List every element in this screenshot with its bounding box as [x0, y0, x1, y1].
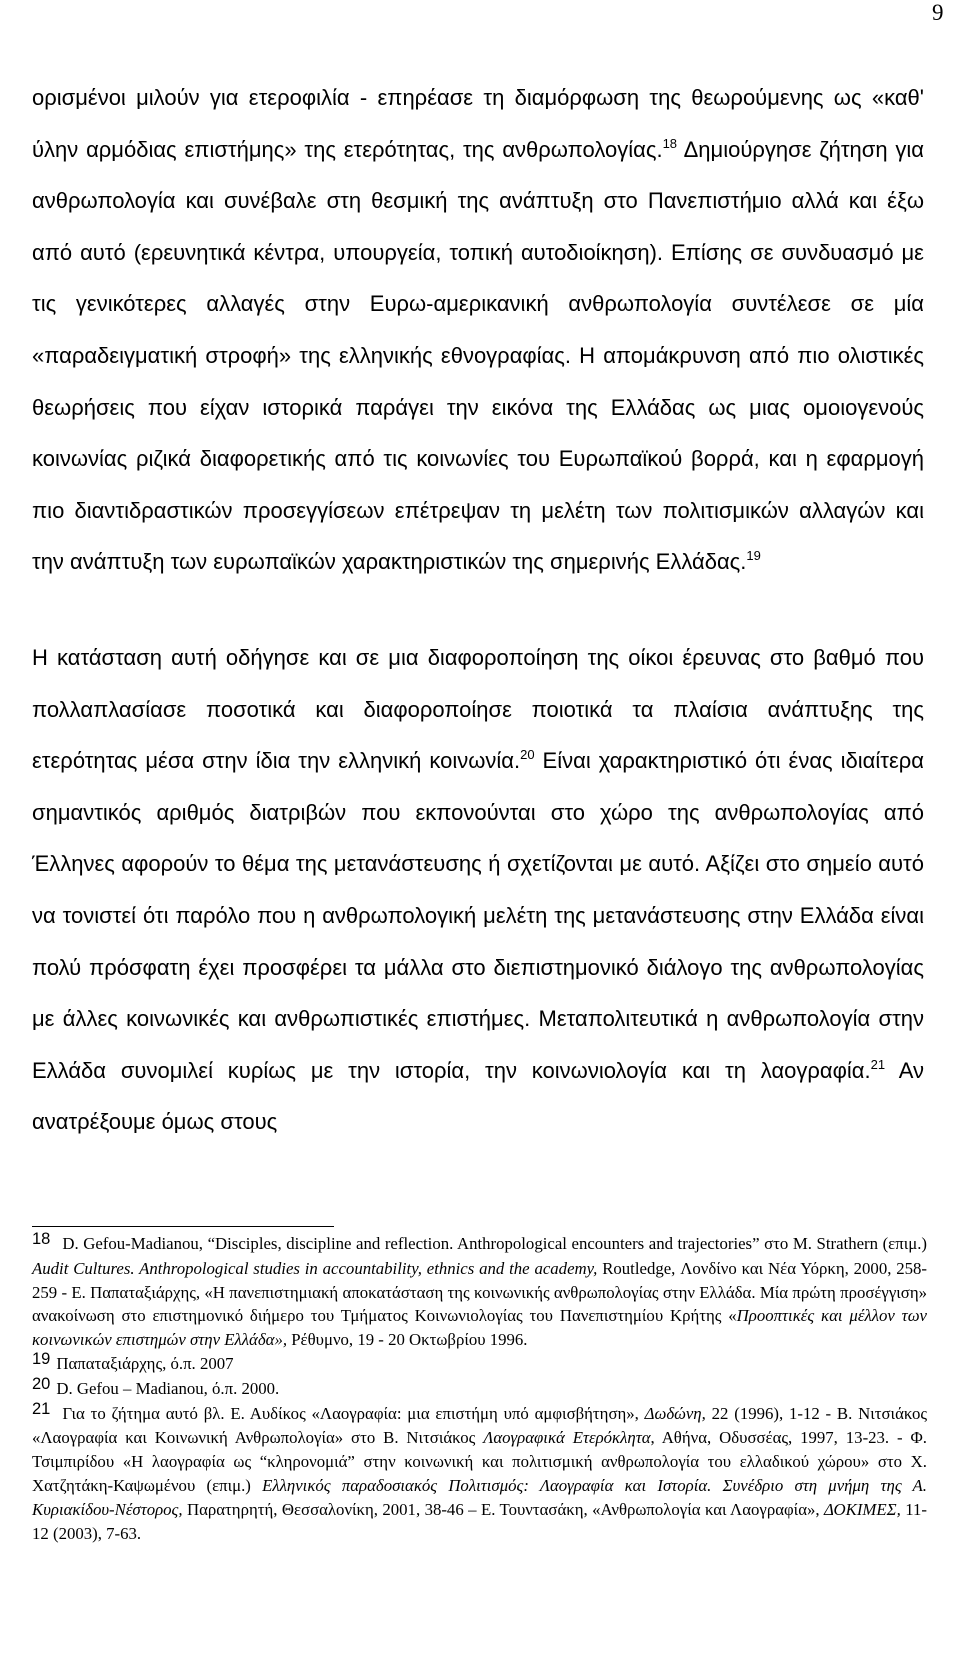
- footnote-text: Παρατηρητή, Θεσσαλονίκη, 2001, 38-46 – Ε. Τουντασάκη, «Ανθρωπολογία και Λαογραφία»,: [182, 1499, 824, 1519]
- footnote-text: D. Gefou – Madianou, ό.π. 2000.: [56, 1378, 280, 1398]
- footnote-number: 18: [32, 1230, 51, 1248]
- footnote-text: 11-12 (2003), 7-63.: [32, 1499, 927, 1543]
- footnote-text: Routledge, Λονδίνο και Νέα Υόρκη, 2000, 258-259 - Ε. Παπαταξιάρχης, «Η πανεπιστημιακή αποκατάσταση της κοινωνικής ανθρωπολογίας στην Ελλάδα. Μία πρώτη προσέγγιση» ανακοίνωση στο επιστημονικό διήμερο του Τμήματος Κοινωνιολογίας του Πανεπιστημίου Κρήτης «: [32, 1258, 928, 1326]
- paragraph-text: Είναι χαρακτηριστικό ότι ένας ιδιαίτερα σημαντικός αριθμός διατριβών που εκπονούνται στο χώρο της ανθρωπολογίας από Έλληνες αφορούν το θέμα της μετανάστευσης ή σχετίζονται με αυτό. Αξίζει στο σημείο αυτό να τονιστεί ότι παρόλο που η ανθρωπολογική μελέτη της μετανάστευσης στην Ελλάδα είναι πολύ πρόσφατη έχει προσφέρει τα μάλλα στο διεπιστημονικό διάλογο της ανθρωπολογίας με άλλες κοινωνικές και ανθρωπιστικές επιστήμες. Μεταπολιτευτικά η ανθρωπολογία στην Ελλάδα συνομιλεί κυρίως με την ιστορία, την κοινωνιολογία και τη λαογραφία.: [32, 748, 924, 1083]
- footnote-number: 20: [32, 1374, 51, 1393]
- footnote-ref-19[interactable]: 19: [746, 548, 761, 564]
- footnote-title: Audit Cultures. Anthropological studies in accountability, ethnics and the academy,: [32, 1258, 598, 1278]
- footnote-title: ΔΟΚΙΜΕΣ,: [824, 1499, 901, 1519]
- paragraph-text: ορισμένοι μιλούν για ετεροφιλία - επηρέασε τη διαμόρφωση της θεωρούμενης ως «καθ' ύλην αρμόδιας επιστήμης» της ετερότητας, της ανθρωπολογίας.: [32, 85, 924, 162]
- paragraph-text: Η κατάσταση αυτή οδήγησε και σε μια διαφοροποίηση της οίκοι έρευνας στο βαθμό που πολλαπλασίασε ποσοτικά και διαφοροποίησε ποιοτικά τα πλαίσια ανάπτυξης της ετερότητας μέσα στην ίδια την ελληνική κοινωνία.: [32, 645, 924, 774]
- body-paragraph-2: [32, 632, 924, 1148]
- footnote-20: [32, 1374, 927, 1402]
- footnote-text: Για το ζήτημα αυτό βλ. Ε. Αυδίκος «Λαογραφία: μια επιστήμη υπό αμφισβήτηση»,: [62, 1403, 645, 1423]
- footnote-number: 21: [32, 1399, 51, 1418]
- page-number: 9: [932, 0, 944, 25]
- paragraph-text: Αν ανατρέξουμε όμως στους: [32, 1057, 924, 1135]
- footnote-title: Προοπτικές και μέλλον των κοινωνικών επιστημών στην Ελλάδα»,: [32, 1306, 927, 1350]
- footnote-ref-21[interactable]: 21: [870, 1056, 886, 1072]
- body-paragraph-1: [32, 72, 924, 588]
- footnote-21: [32, 1399, 927, 1546]
- footnote-title: Ελληνικός παραδοσιακός Πολιτισμός: Λαογραφία και Ιστορία. Συνέδριο στη μνήμη της Α. Κυριακίδου-Νέστορος,: [32, 1475, 927, 1519]
- footnote-text: , Αθήνα, Οδυσσέας, 1997, 13-23. - Φ. Τσιμπιρίδου «Η λαογραφία ως “κληρονομιά” στην κοινωνική και πολιτισμική ανθρωπολογία του ελλαδικού χώρου» στο Χ. Χατζητάκη-Καψωμένου (επιμ.): [32, 1428, 927, 1495]
- footnote-ref-20[interactable]: 20: [520, 747, 535, 763]
- footnote-title: Λαογραφικά Ετερόκλητα: [483, 1428, 651, 1448]
- footnote-title: Δωδώνη,: [644, 1403, 706, 1423]
- footnote-text: 22 (1996), 1-12 - Β. Νιτσιάκος «Λαογραφία και Κοινωνική Ανθρωπολογία» στο Β. Νιτσιάκος: [32, 1403, 927, 1448]
- footnote-separator: [32, 1226, 334, 1227]
- footnote-text: Ρέθυμνο, 19 - 20 Οκτωβρίου 1996.: [287, 1330, 528, 1350]
- footnote-19: [32, 1349, 927, 1377]
- footnote-text: D. Gefou-Madianou, “Disciples, discipline and reflection. Anthropological encounters and trajectories” στο M. Strathern (επιμ.): [62, 1234, 927, 1253]
- footnotes: [32, 1232, 927, 1545]
- footnote-ref-18[interactable]: 18: [662, 135, 678, 151]
- footnote-18: [32, 1232, 927, 1352]
- footnote-text: Παπαταξιάρχης, ό.π. 2007: [56, 1353, 234, 1373]
- footnote-number: 19: [32, 1349, 51, 1368]
- paragraph-text: Δημιούργησε ζήτηση για ανθρωπολογία και συνέβαλε στη θεσμική της ανάπτυξη στο Πανεπιστήμιο αλλά και έξω από αυτό (ερευνητικά κέντρα, υπουργεία, τοπική αυτοδιοίκηση). Επίσης σε συνδυασμό με τις γενικότερες αλλαγές στην Ευρω-αμερικανική ανθρωπολογία συντέλεσε σε μία «παραδειγματική στροφή» της ελληνικής εθνογραφίας. Η απομάκρυνση από πιο ολιστικές θεωρήσεις που είχαν ιστορικά παράγει την εικόνα της Ελλάδας ως μιας ομοιογενούς κοινωνίας ριζικά διαφορετικής από τις κοινωνίες του Ευρωπαϊκού βορρά, και η εφαρμογή πιο διαντιδραστικών προσεγγίσεων επέτρεψαν τη μελέτη των πολιτισμικών αλλαγών και την ανάπτυξη των ευρωπαϊκών χαρακτηριστικών της σημερινής Ελλάδας.: [32, 136, 924, 575]
